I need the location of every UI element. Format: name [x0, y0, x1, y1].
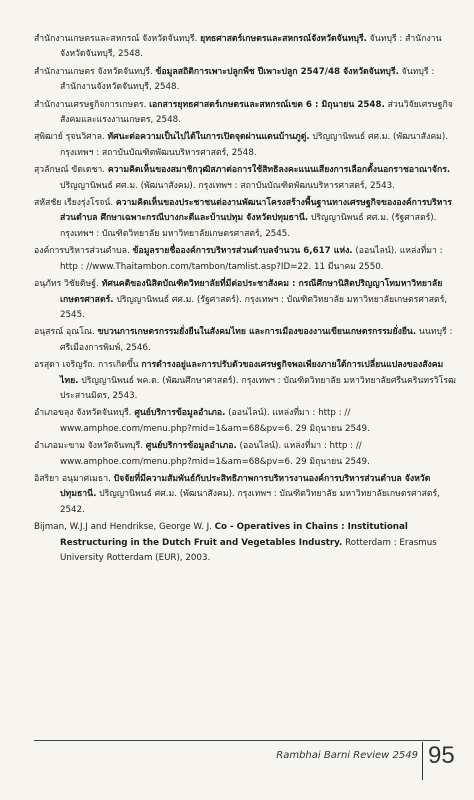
- ref-author: Bijman, W.J.J and Hendrikse, George W. J.: [34, 522, 215, 533]
- ref-publication: (ออนไลน์). แหล่งที่มา : http : //www.Thaitambon.com/tambon/tamlist.asp?ID=22. 11 มีนาคม 2550.: [60, 246, 443, 272]
- ref-title: ข้อมูลสถิติการเพาะปลูกพืช ปีเพาะปลูก 2547/48 จังหวัดจันทบุรี.: [155, 66, 399, 77]
- reference-entry: [34, 65, 456, 96]
- ref-title: การดำรงอยู่และการปรับตัวของเศรษฐกิจพอเพียงภายใต้การเปลี่ยนแปลงของสังคมไทย.: [60, 360, 444, 386]
- ref-title: Co - Operatives in Chains : Institutional Restructuring in the Dutch Fruit and Vegetables Industry.: [60, 522, 408, 548]
- ref-publication: ส่วนวิจัยเศรษฐกิจสังคมและแรงงานเกษตร, 2548.: [60, 99, 453, 126]
- ref-author: อนุภัทร วิชัยดิษฐ์.: [34, 279, 102, 290]
- reference-entry: [34, 98, 456, 129]
- ref-title: ทัศนคติของนิสิตบัณฑิตวิทยาลัยที่มีต่อประชาสังคม : กรณีศึกษานิสิตปริญญาโทมหาวิทยาลัยเกษตรศาสตร์.: [60, 279, 443, 305]
- reference-entry: [34, 277, 456, 323]
- reference-entry: [34, 472, 456, 518]
- ref-title: ศูนย์บริการข้อมูลอำเภอ.: [145, 441, 237, 452]
- ref-author: สุพิฒาย์ รุจนวิศาล.: [34, 132, 108, 143]
- reference-entry: [34, 32, 456, 63]
- ref-title: ปัจจัยที่มีความสัมพันธ์กับประสิทธิภาพการบริหารงานองค์การบริหารส่วนตำบล จังหวัดปทุมธานี.: [60, 473, 431, 500]
- reference-entry: [34, 439, 456, 470]
- ref-author: อำเภอขลุง จังหวัดจันทบุรี.: [34, 408, 135, 419]
- ref-title: ความคิดเห็นของสมาชิกวุฒิสภาต่อการใช้สิทธิลงคะแนนเสียงการเลือกตั้งนอกราชอาณาจักร.: [107, 165, 451, 176]
- reference-entry: [34, 520, 456, 566]
- ref-publication: (ออนไลน์). แหล่งที่มา : http : // www.amphoe.com/menu.php?mid=1&am=68&pv=6. 29 มิถุนายน 2549.: [60, 441, 370, 467]
- ref-author: สำนักงานเกษตรและสหกรณ์ จังหวัดจันทบุรี.: [34, 34, 201, 44]
- ref-title: ทัศนะต่อความเป็นไปได้ในการเปิดจุดผ่านแดนบ้านภูดู่.: [107, 132, 310, 143]
- page-number: 95: [428, 742, 455, 769]
- footer-divider: [34, 740, 440, 741]
- journal-name: Rambhai Barni Review 2549: [276, 750, 418, 761]
- ref-author: สหัสชัย เรียงรุ่งโรจน์.: [34, 198, 116, 209]
- reference-entry: [34, 163, 456, 194]
- ref-author: องค์การบริหารส่วนตำบล.: [34, 246, 133, 257]
- reference-entry: [34, 325, 456, 356]
- ref-title: ยุทธศาสตร์เกษตรและสหกรณ์จังหวัดจันทบุรี.: [200, 34, 367, 44]
- ref-title: ขบวนการเกษตรกรรมยั่งยืนในสังคมไทย และการเมืองของงานเขียนเกษตรกรรมยั่งยืน.: [97, 327, 417, 338]
- ref-author: สำนักงานเกษตร จังหวัดจันทบุรี.: [34, 66, 156, 77]
- reference-entry: [34, 406, 456, 437]
- ref-publication: ปริญญานิพนธ์ ศศ.ม. (พัฒนาสังคม). กรุงเทพฯ : สถาบันบัณฑิตพัฒนบริหารศาสตร์, 2543.: [60, 180, 395, 191]
- page-number-divider: [422, 742, 423, 780]
- ref-author: อิสริยา อนุมาศเมธา.: [34, 473, 114, 484]
- ref-author: อรสุดา เจริญรัถ. การเกิดขึ้น: [34, 360, 142, 371]
- ref-publication: จันทบุรี : สำนักงานจังหวัดจันทบุรี, 2548.: [60, 66, 435, 93]
- ref-author: สุวลักษณ์ ขัตเดชา.: [34, 165, 108, 176]
- reference-entry: [34, 130, 456, 161]
- ref-author: อำเภอมะขาม จังหวัดจันทบุรี.: [34, 441, 146, 452]
- ref-publication: ปริญญานิพนธ์ ศศ.ม. (รัฐศาสตร์). กรุงเทพฯ : บัณฑิตวิทยาลัย มหาวิทยาลัยเกษตรศาสตร์, 2545.: [60, 213, 437, 239]
- ref-publication: (ออนไลน์). แหล่งที่มา : http : // www.amphoe.com/menu.php?mid=1&am=68&pv=6. 29 มิถุนายน 2549.: [60, 408, 370, 434]
- ref-publication: ปริญญานิพนธ์ ศศ.ม. (พัฒนาสังคม). กรุงเทพฯ : บัณฑิตวิทยาลัย มหาวิทยาลัยเกษตรศาสตร์, 2542.: [60, 489, 440, 515]
- ref-title: เอกสารยุทธศาสตร์เกษตรและสหกรณ์เขต 6 : มิถุนายน 2548.: [149, 99, 385, 110]
- reference-entry: [34, 196, 456, 242]
- ref-publication: จันทบุรี : สำนักงานจังหวัดจันทบุรี, 2548.: [60, 34, 442, 60]
- ref-publication: ปริญญานิพนธ์ พค.ด. (พัฒนศึกษาศาสตร์). กรุงเทพฯ : บัณฑิตวิทยาลัย มหาวิทยาลัยศรีนครินทรวิโรฒ ประสานมิตร, 2543.: [60, 375, 456, 401]
- ref-title: ศูนย์บริการข้อมูลอำเภอ.: [134, 408, 226, 419]
- reference-list: [34, 32, 456, 568]
- ref-title: ข้อมูลรายชื่อองค์การบริหารส่วนตำบลจำนวน 6,617 แห่ง.: [132, 246, 353, 257]
- ref-publication: Rotterdam : Erasmus University Rotterdam (EUR), 2003.: [60, 537, 437, 563]
- ref-title: ความคิดเห็นของประชาชนต่องานพัฒนาโครงสร้างพื้นฐานทางเศรษฐกิจขององค์การบริหารส่วนตำบล ศึกษาเฉพาะกรณีบางกะดีและบ้านปทุม จังหวัดปทุมธานี.: [60, 198, 452, 224]
- reference-entry: [34, 358, 456, 404]
- ref-publication: นนทบุรี : ศรีเมืองการพิมพ์, 2546.: [60, 327, 453, 353]
- ref-publication: ปริญญานิพนธ์ ศศ.ม. (พัฒนาสังคม). กรุงเทพฯ : สถาบันบัณฑิตพัฒนบริหารศาสตร์, 2548.: [60, 132, 449, 158]
- reference-entry: [34, 244, 456, 275]
- ref-author: อนุสรณ์ อุณโณ.: [34, 327, 98, 338]
- ref-author: สำนักงานเศรษฐกิจการเกษตร.: [34, 99, 150, 110]
- ref-publication: ปริญญานิพนธ์ ศศ.ม. (รัฐศาสตร์). กรุงเทพฯ : บัณฑิตวิทยาลัย มหาวิทยาลัยเกษตรศาสตร์, 2545.: [60, 294, 448, 320]
